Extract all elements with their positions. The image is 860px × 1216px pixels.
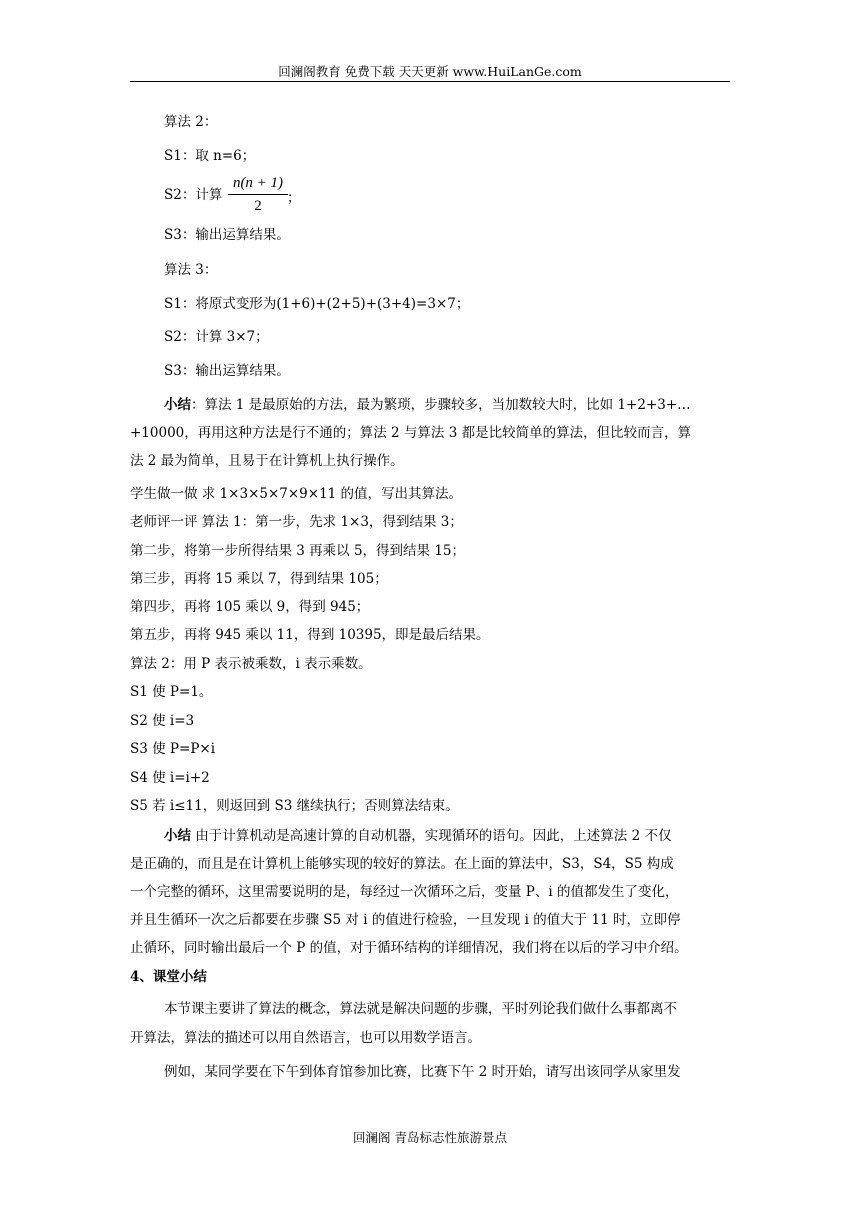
algo3-step3: S3：输出运算结果。 bbox=[164, 363, 290, 379]
algo2-step2-prefix: S2：计算 bbox=[164, 187, 223, 203]
exercise-s5: S5 若 i≤11，则返回到 S3 继续执行；否则算法结束。 bbox=[130, 798, 459, 814]
algo3-step2: S2：计算 3×7； bbox=[164, 329, 269, 345]
exercise-step3: 第三步，再将 15 乘以 7，得到结果 105； bbox=[130, 571, 388, 587]
exercise-step4: 第四步，再将 105 乘以 9，得到 945； bbox=[130, 599, 370, 615]
exercise-teacher: 老师评一评 算法 1：第一步，先求 1×3，得到结果 3； bbox=[130, 514, 463, 530]
section4-p1-line1: 本节课主要讲了算法的概念，算法就是解决问题的步骤，平时列论我们做什么事都离不 bbox=[164, 1001, 677, 1017]
section4-p2-line1: 例如，某同学要在下午到体育馆参加比赛，比赛下午 2 时开始，请写出该同学从家里发 bbox=[164, 1064, 681, 1080]
exercise-algo2: 算法 2：用 P 表示被乘数，i 表示乘数。 bbox=[130, 656, 372, 672]
exercise-step5: 第五步，再将 945 乘以 11，得到 10395，即是最后结果。 bbox=[130, 627, 490, 643]
formula-denominator: 2 bbox=[254, 198, 262, 214]
summary2-line5: 止循环，同时输出最后一个 P 的值，对于循环结构的详细情况，我们将在以后的学习中介绍。 bbox=[130, 940, 688, 956]
exercise-student: 学生做一做 求 1×3×5×7×9×11 的值，写出其算法。 bbox=[130, 486, 463, 502]
algo2-step1: S1：取 n=6； bbox=[164, 148, 256, 164]
exercise-step2: 第二步，将第一步所得结果 3 再乘以 5，得到结果 15； bbox=[130, 543, 466, 559]
algo3-step1: S1：将原式变形为(1+6)+(2+5)+(3+4)=3×7； bbox=[164, 296, 470, 312]
formula-numerator: n(n + 1) bbox=[232, 175, 284, 191]
summary2-label: 小结 bbox=[164, 828, 191, 844]
section4-heading: 4、课堂小结 bbox=[130, 969, 207, 985]
summary2-line2: 是正确的，而且是在计算机上能够实现的较好的算法。在上面的算法中，S3，S4，S5 构成 bbox=[130, 856, 674, 872]
formula-fraction bbox=[228, 174, 288, 215]
algo2-step2-suffix: ； bbox=[287, 190, 301, 206]
exercise-s4: S4 使 i=i+2 bbox=[130, 770, 210, 786]
summary1-line2: +10000，再用这种方法是行不通的；算法 2 与算法 3 都是比较简单的算法，但比较而言，算 bbox=[130, 425, 692, 441]
summary1-line3: 法 2 最为简单，且易于在计算机上执行操作。 bbox=[130, 453, 404, 469]
exercise-s3: S3 使 P=P×i bbox=[130, 741, 216, 757]
summary2-line3: 一个完整的循环，这里需要说明的是，每经过一次循环之后，变量 P、i 的值都发生了变化， bbox=[130, 884, 679, 900]
page-footer: 回澜阁 青岛标志性旅游景点 bbox=[353, 1130, 507, 1145]
header-rule bbox=[130, 81, 730, 82]
section4-p1-line2: 开算法，算法的描述可以用自然语言，也可以用数学语言。 bbox=[130, 1030, 481, 1046]
algo2-step3: S3：输出运算结果。 bbox=[164, 227, 290, 243]
page-header: 回澜阁教育 免费下载 天天更新 www.HuiLanGe.com bbox=[278, 64, 582, 79]
exercise-s2: S2 使 i=3 bbox=[130, 713, 195, 729]
algo2-title: 算法 2： bbox=[164, 114, 218, 130]
summary2-line4: 并且生循环一次之后都要在步骤 S5 对 i 的值进行检验，一旦发现 i 的值大于 11 时，立即停 bbox=[130, 912, 681, 928]
fraction-bar bbox=[228, 194, 288, 195]
summary2-line1: 小结 由于计算机动是高速计算的自动机器，实现循环的语句。因此，上述算法 2 不仅 bbox=[164, 828, 672, 844]
algo3-title: 算法 3： bbox=[164, 262, 218, 278]
exercise-s1: S1 使 P=1。 bbox=[130, 684, 213, 700]
summary1-label: 小结 bbox=[164, 397, 191, 413]
summary1-line1: 小结：算法 1 是最原始的方法，最为繁琐，步骤较多，当加数较大时，比如 1+2+3+… bbox=[164, 397, 691, 413]
